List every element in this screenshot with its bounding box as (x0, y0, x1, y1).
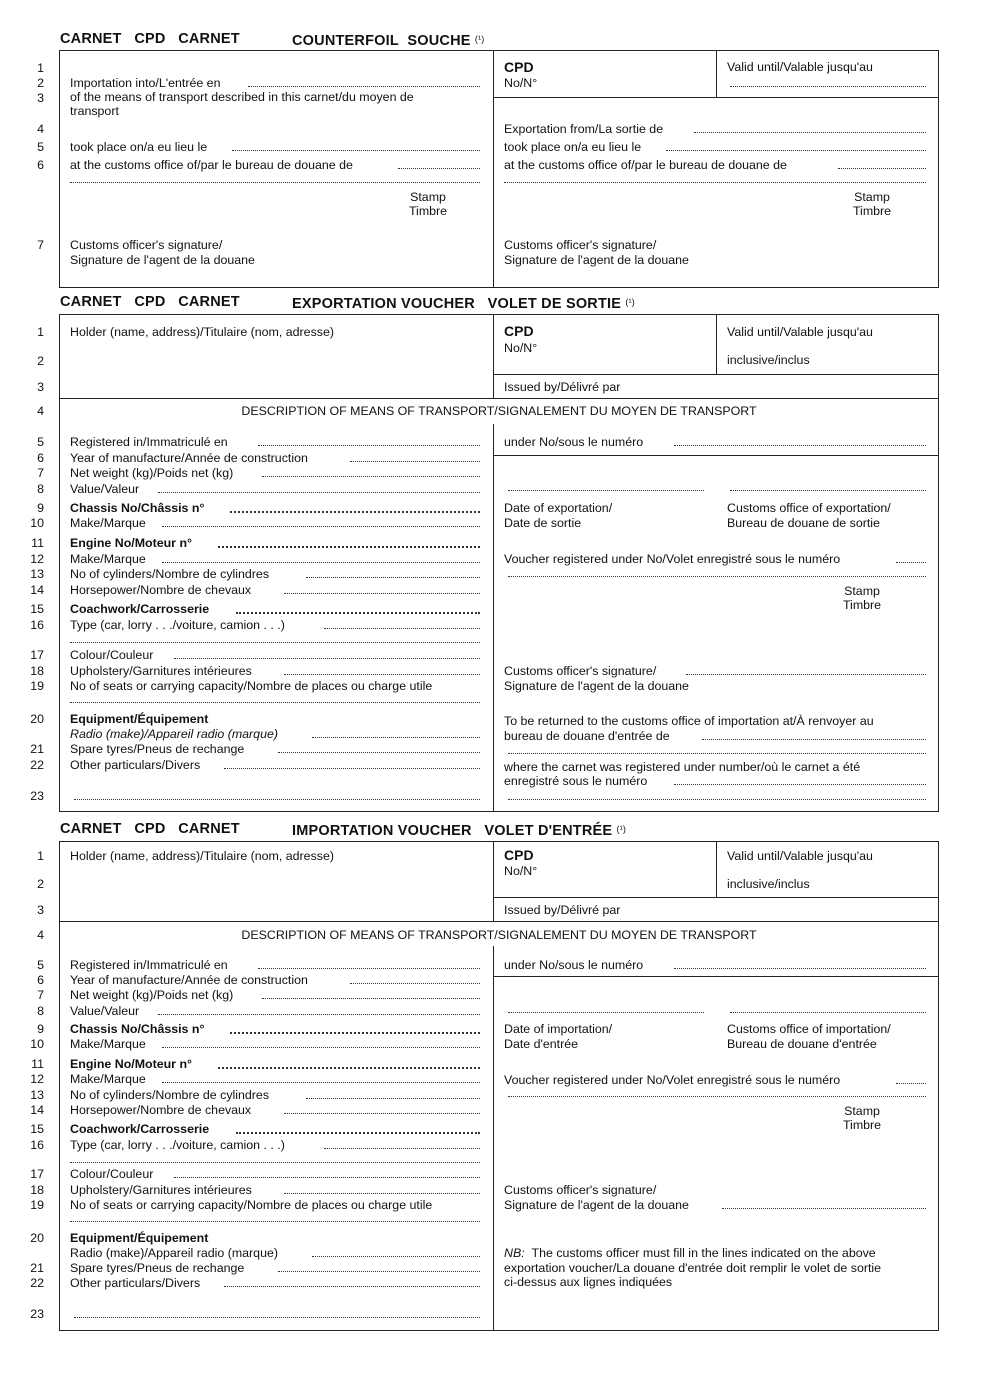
line-number: 6 (37, 451, 44, 465)
divider (493, 374, 939, 375)
inclusive-label: inclusive/inclus (727, 353, 810, 367)
line-number: 5 (37, 140, 44, 154)
horsepower-label: Horsepower/Nombre de chevaux (70, 1103, 252, 1117)
line-number: 22 (30, 758, 44, 772)
title-en: COUNTERFOIL (292, 33, 399, 49)
fill-line[interactable] (232, 150, 480, 151)
fill-line[interactable] (306, 577, 480, 578)
weight-label: Net weight (kg)/Poids net (kg) (70, 988, 234, 1002)
fill-line[interactable] (162, 1047, 480, 1048)
line-number: 18 (30, 664, 44, 678)
fill-line[interactable] (306, 1098, 480, 1099)
stamp-label (400, 190, 456, 218)
title-fr: VOLET D'ENTRÉE (484, 823, 613, 839)
other-label: Other particulars/Divers (70, 1276, 201, 1290)
fill-line[interactable] (70, 1162, 480, 1163)
fill-line[interactable] (236, 612, 480, 614)
timbre-text: Timbre (842, 1118, 882, 1132)
number-label: No/N° (504, 341, 538, 355)
footnote-ref: (¹) (616, 824, 627, 834)
title-en: IMPORTATION VOUCHER (292, 823, 472, 839)
customs-office-label: at the customs office of/par le bureau de douane de (504, 158, 787, 172)
line-number: 19 (30, 679, 44, 693)
took-place-label: took place on/a eu lieu le (504, 140, 642, 154)
number-label: No/N° (504, 864, 538, 878)
nb-note (504, 1246, 876, 1260)
fill-line[interactable] (508, 799, 926, 800)
under-number-label: under No/sous le numéro (504, 435, 644, 449)
line-number: 2 (37, 877, 44, 891)
header-carnet: CARNET (60, 31, 122, 47)
line-number: 3 (37, 380, 44, 394)
fill-line[interactable] (312, 737, 480, 738)
signature-label-fr: Signature de l'agent de la douane (504, 679, 689, 693)
cpd-label: CPD (504, 847, 534, 863)
fill-line[interactable] (686, 674, 926, 675)
make-label: Make/Marque (70, 1072, 146, 1086)
fill-line[interactable] (504, 182, 926, 183)
customs-office-label: Customs office of exportation/ (727, 501, 891, 515)
section-title (292, 295, 635, 311)
description-heading: DESCRIPTION OF MEANS OF TRANSPORT/SIGNALEMENT DU MOYEN DE TRANSPORT (241, 928, 757, 942)
timbre-text: Timbre (852, 204, 892, 218)
fill-line[interactable] (258, 968, 480, 969)
fill-line[interactable] (508, 1012, 704, 1013)
make-label: Make/Marque (70, 552, 146, 566)
line-number: 23 (30, 789, 44, 803)
footnote-ref: (¹) (474, 34, 485, 44)
header-cpd: CPD (134, 821, 166, 837)
engine-label: Engine No/Moteur n° (70, 536, 192, 550)
fill-line[interactable] (312, 1256, 480, 1257)
nb-text: The customs officer must fill in the lines indicated on the above (531, 1246, 876, 1260)
divider (716, 841, 717, 897)
fill-line[interactable] (674, 445, 926, 446)
customs-office-label: at the customs office of/par le bureau de douane de (70, 158, 353, 172)
section-header (60, 32, 240, 46)
registered-label: Registered in/Immatriculé en (70, 435, 228, 449)
coachwork-label: Coachwork/Carrosserie (70, 1122, 210, 1136)
fill-line[interactable] (674, 968, 926, 969)
cylinders-label: No of cylinders/Nombre de cylindres (70, 567, 270, 581)
line-number: 4 (37, 404, 44, 418)
fill-line[interactable] (730, 490, 926, 491)
fill-line[interactable] (70, 182, 480, 183)
line-number: 3 (37, 903, 44, 917)
line-number: 10 (30, 1037, 44, 1051)
divider (493, 946, 494, 1331)
line-number: 10 (30, 516, 44, 530)
fill-line[interactable] (508, 490, 704, 491)
divider (493, 314, 494, 398)
line-number: 20 (30, 712, 44, 726)
chassis-label: Chassis No/Châssis n° (70, 501, 205, 515)
cylinders-label: No of cylinders/Nombre de cylindres (70, 1088, 270, 1102)
header-carnet2: CARNET (178, 821, 240, 837)
voucher-registered-label: Voucher registered under No/Volet enregistré sous le numéro (504, 552, 841, 566)
line-number: 9 (37, 501, 44, 515)
valid-until-label: Valid until/Valable jusqu'au (727, 849, 873, 863)
divider (59, 921, 939, 922)
description-heading: DESCRIPTION OF MEANS OF TRANSPORT/SIGNALEMENT DU MOYEN DE TRANSPORT (241, 404, 757, 418)
fill-line[interactable] (174, 658, 480, 659)
line-number: 16 (30, 1138, 44, 1152)
fill-line[interactable] (162, 526, 480, 527)
nb-label: NB: (504, 1246, 525, 1260)
date-label: Date of importation/ (504, 1022, 613, 1036)
type-label: Type (car, lorry . . ./voiture, camion . . .) (70, 1138, 285, 1152)
fill-line[interactable] (236, 1132, 480, 1134)
where-registered-label-fr: enregistré sous le numéro (504, 774, 648, 788)
fill-line[interactable] (284, 1193, 480, 1194)
line-number: 9 (37, 1022, 44, 1036)
cpd-label: CPD (504, 59, 534, 75)
header-carnet2: CARNET (178, 294, 240, 310)
signature-label-fr: Signature de l'agent de la douane (70, 253, 255, 267)
upholstery-label: Upholstery/Garnitures intérieures (70, 664, 252, 678)
voucher-registered-label: Voucher registered under No/Volet enregistré sous le numéro (504, 1073, 841, 1087)
title-fr: SOUCHE (407, 33, 471, 49)
value-label: Value/Valeur (70, 482, 140, 496)
section-header (60, 295, 240, 309)
divider (493, 976, 939, 977)
fill-line[interactable] (174, 1177, 480, 1178)
header-cpd: CPD (134, 294, 166, 310)
line-number: 8 (37, 1004, 44, 1018)
fill-line[interactable] (258, 445, 480, 446)
means-label: of the means of transport described in this carnet/du moyen de (70, 90, 414, 104)
line-number: 12 (30, 1072, 44, 1086)
fill-line[interactable] (262, 998, 480, 999)
line-number: 21 (30, 1261, 44, 1275)
make-label: Make/Marque (70, 516, 146, 530)
divider (493, 50, 494, 288)
fill-line[interactable] (224, 1286, 480, 1287)
line-number: 11 (31, 1057, 44, 1071)
return-label: To be returned to the customs office of importation at/À renvoyer au (504, 714, 874, 728)
fill-line[interactable] (230, 1032, 480, 1034)
line-number: 12 (30, 552, 44, 566)
fill-line[interactable] (730, 86, 926, 87)
upholstery-label: Upholstery/Garnitures intérieures (70, 1183, 252, 1197)
fill-line[interactable] (162, 1082, 480, 1083)
signature-label: Customs officer's signature/ (504, 238, 657, 252)
timbre-text: Timbre (842, 598, 882, 612)
line-number: 7 (37, 466, 44, 480)
fill-line[interactable] (730, 1012, 926, 1013)
line-number: 1 (37, 849, 44, 863)
customs-office-label-fr: Bureau de douane d'entrée (727, 1037, 877, 1051)
fill-line[interactable] (70, 642, 480, 643)
line-number: 7 (37, 238, 44, 252)
signature-label: Customs officer's signature/ (504, 1183, 657, 1197)
fill-line[interactable] (350, 461, 480, 462)
type-label: Type (car, lorry . . ./voiture, camion . . .) (70, 618, 285, 632)
header-carnet: CARNET (60, 821, 122, 837)
spare-tyres-label: Spare tyres/Pneus de rechange (70, 1261, 245, 1275)
line-number: 13 (30, 1088, 44, 1102)
fill-line[interactable] (838, 168, 926, 169)
section-title (292, 822, 626, 838)
importation-label: Importation into/L'entrée en (70, 76, 221, 90)
divider (493, 97, 939, 98)
line-number: 17 (30, 648, 44, 662)
fill-line[interactable] (218, 546, 480, 548)
fill-line[interactable] (162, 562, 480, 563)
fill-line[interactable] (702, 739, 926, 740)
fill-line[interactable] (278, 752, 480, 753)
fill-line[interactable] (262, 476, 480, 477)
fill-line[interactable] (248, 86, 480, 87)
fill-line[interactable] (74, 799, 480, 800)
fill-line[interactable] (508, 576, 926, 577)
section-title (292, 32, 484, 48)
inclusive-label: inclusive/inclus (727, 877, 810, 891)
stamp-text: Stamp (410, 190, 446, 204)
line-number: 6 (37, 158, 44, 172)
seats-label: No of seats or carrying capacity/Nombre de places ou charge utile (70, 679, 433, 693)
valid-until-label: Valid until/Valable jusqu'au (727, 60, 873, 74)
line-number: 22 (30, 1276, 44, 1290)
line-number: 5 (37, 435, 44, 449)
fill-line[interactable] (508, 753, 926, 754)
value-label: Value/Valeur (70, 1004, 140, 1018)
line-number: 6 (37, 973, 44, 987)
means-label-2: transport (70, 104, 119, 118)
line-number: 21 (30, 742, 44, 756)
stamp-label (834, 1104, 890, 1132)
make-label: Make/Marque (70, 1037, 146, 1051)
year-label: Year of manufacture/Année de construction (70, 451, 308, 465)
return-label-fr: bureau de douane d'entrée de (504, 729, 670, 743)
line-number: 8 (37, 482, 44, 496)
divider (716, 314, 717, 374)
stamp-label (834, 584, 890, 612)
timbre-text: Timbre (408, 204, 448, 218)
nb-text-3: ci-dessus aux lignes indiquées (504, 1275, 673, 1289)
fill-line[interactable] (158, 492, 480, 493)
line-number: 13 (30, 567, 44, 581)
where-registered-label: where the carnet was registered under number/où le carnet a été (504, 760, 861, 774)
colour-label: Colour/Couleur (70, 1167, 154, 1181)
line-number: 1 (37, 61, 44, 75)
stamp-text: Stamp (844, 584, 880, 598)
engine-label: Engine No/Moteur n° (70, 1057, 192, 1071)
line-number: 18 (30, 1183, 44, 1197)
fill-line[interactable] (74, 1317, 480, 1318)
radio-label: Radio (make)/Appareil radio (marque) (70, 1246, 278, 1260)
under-number-label: under No/sous le numéro (504, 958, 644, 972)
chassis-label: Chassis No/Châssis n° (70, 1022, 205, 1036)
line-number: 23 (30, 1307, 44, 1321)
header-cpd: CPD (134, 31, 166, 47)
line-number: 15 (30, 602, 44, 616)
line-number: 7 (37, 988, 44, 1002)
fill-line[interactable] (278, 1271, 480, 1272)
issued-by-label: Issued by/Délivré par (504, 380, 621, 394)
holder-label: Holder (name, address)/Titulaire (nom, adresse) (70, 325, 334, 339)
cpd-label: CPD (504, 323, 534, 339)
date-label-fr: Date de sortie (504, 516, 582, 530)
nb-text-2: exportation voucher/La douane d'entrée doit remplir le volet de sortie (504, 1261, 882, 1275)
fill-line[interactable] (284, 1113, 480, 1114)
fill-line[interactable] (508, 1096, 926, 1097)
fill-line[interactable] (284, 593, 480, 594)
stamp-text: Stamp (844, 1104, 880, 1118)
fill-line[interactable] (284, 674, 480, 675)
holder-label: Holder (name, address)/Titulaire (nom, adresse) (70, 849, 334, 863)
line-number: 17 (30, 1167, 44, 1181)
fill-line[interactable] (350, 983, 480, 984)
line-number: 14 (30, 583, 44, 597)
line-number: 3 (37, 91, 44, 105)
fill-line[interactable] (324, 628, 480, 629)
radio-label: Radio (make)/Appareil radio (marque) (70, 727, 278, 741)
spare-tyres-label: Spare tyres/Pneus de rechange (70, 742, 245, 756)
fill-line[interactable] (224, 768, 480, 769)
date-label: Date of exportation/ (504, 501, 613, 515)
fill-line[interactable] (230, 511, 480, 513)
divider (493, 897, 939, 898)
stamp-label (844, 190, 900, 218)
year-label: Year of manufacture/Année de construction (70, 973, 308, 987)
fill-line[interactable] (896, 1083, 926, 1084)
line-number: 4 (37, 122, 44, 136)
colour-label: Colour/Couleur (70, 648, 154, 662)
fill-line[interactable] (398, 168, 480, 169)
signature-label-fr: Signature de l'agent de la douane (504, 253, 689, 267)
line-number: 2 (37, 354, 44, 368)
line-number: 1 (37, 325, 44, 339)
signature-label-fr: Signature de l'agent de la douane (504, 1198, 689, 1212)
fill-line[interactable] (674, 784, 926, 785)
line-number: 5 (37, 958, 44, 972)
equipment-label: Equipment/Équipement (70, 1231, 209, 1245)
fill-line[interactable] (694, 132, 926, 133)
valid-until-label: Valid until/Valable jusqu'au (727, 325, 873, 339)
equipment-label: Equipment/Équipement (70, 712, 209, 726)
stamp-text: Stamp (854, 190, 890, 204)
number-label: No/N° (504, 76, 538, 90)
line-number: 2 (37, 76, 44, 90)
line-number: 14 (30, 1103, 44, 1117)
title-fr: VOLET DE SORTIE (487, 296, 622, 312)
header-carnet: CARNET (60, 294, 122, 310)
coachwork-label: Coachwork/Carrosserie (70, 602, 210, 616)
line-number: 15 (30, 1122, 44, 1136)
fill-line[interactable] (218, 1067, 480, 1069)
exportation-label: Exportation from/La sortie de (504, 122, 664, 136)
seats-label: No of seats or carrying capacity/Nombre de places ou charge utile (70, 1198, 433, 1212)
other-label: Other particulars/Divers (70, 758, 201, 772)
issued-by-label: Issued by/Délivré par (504, 903, 621, 917)
fill-line[interactable] (666, 150, 926, 151)
signature-label: Customs officer's signature/ (70, 238, 223, 252)
line-number: 11 (31, 536, 44, 550)
title-en: EXPORTATION VOUCHER (292, 296, 475, 312)
customs-office-label-fr: Bureau de douane de sortie (727, 516, 880, 530)
header-carnet2: CARNET (178, 31, 240, 47)
date-label-fr: Date d'entrée (504, 1037, 579, 1051)
divider (716, 50, 717, 97)
fill-line[interactable] (158, 1014, 480, 1015)
fill-line[interactable] (896, 562, 926, 563)
section-header (60, 822, 240, 836)
customs-office-label: Customs office of importation/ (727, 1022, 891, 1036)
fill-line[interactable] (70, 702, 480, 703)
fill-line[interactable] (324, 1148, 480, 1149)
took-place-label: took place on/a eu lieu le (70, 140, 208, 154)
line-number: 16 (30, 618, 44, 632)
line-number: 4 (37, 928, 44, 942)
fill-line[interactable] (70, 1221, 480, 1222)
divider (59, 398, 939, 399)
line-number: 19 (30, 1198, 44, 1212)
divider (493, 424, 494, 812)
registered-label: Registered in/Immatriculé en (70, 958, 228, 972)
signature-label: Customs officer's signature/ (504, 664, 657, 678)
fill-line[interactable] (722, 1208, 926, 1209)
horsepower-label: Horsepower/Nombre de chevaux (70, 583, 252, 597)
divider (493, 455, 939, 456)
weight-label: Net weight (kg)/Poids net (kg) (70, 466, 234, 480)
divider (493, 841, 494, 921)
footnote-ref: (¹) (625, 297, 635, 307)
line-number: 20 (30, 1231, 44, 1245)
